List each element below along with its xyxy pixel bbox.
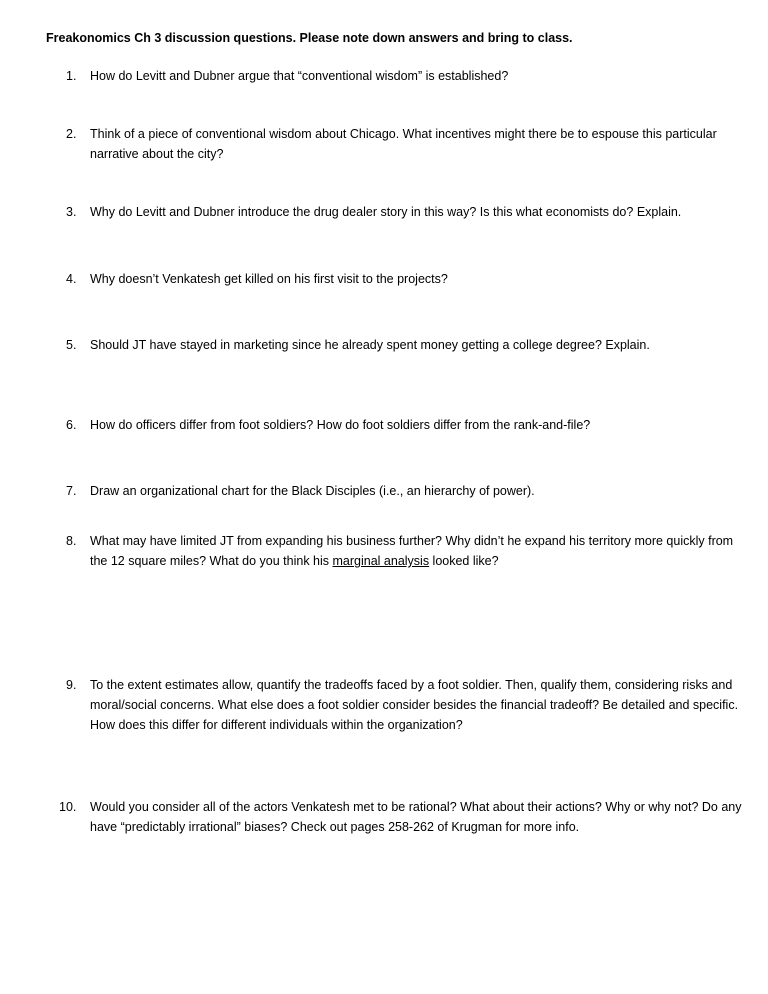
- question-number: 9.: [66, 678, 77, 692]
- question-number: 2.: [66, 127, 77, 141]
- question-text: Draw an organizational chart for the Black Disciples (i.e., an hierarchy of power).: [90, 484, 535, 498]
- question-text: Should JT have stayed in marketing since he already spent money getting a college degree? Explain.: [90, 338, 650, 352]
- question-number: 5.: [66, 338, 77, 352]
- question-number: 1.: [66, 69, 77, 83]
- question-text: To the extent estimates allow, quantify the tradeoffs faced by a foot soldier. Then, qualify them, considering risks and moral/social concerns. What else does a foot soldier consider besides the financial tradeoff? Be detailed and specific. How does this differ for different individuals within the organization?: [90, 678, 739, 732]
- marginal-analysis-underlined: marginal analysis: [332, 554, 430, 568]
- question-7: [66, 481, 746, 501]
- question-4: [66, 269, 746, 289]
- question-text-part: looked like?: [429, 554, 499, 568]
- question-6: [66, 415, 746, 435]
- question-8: [66, 531, 746, 571]
- question-text: How do Levitt and Dubner argue that “conventional wisdom” is established?: [90, 69, 509, 83]
- question-2: [66, 124, 746, 164]
- document-title: Freakonomics Ch 3 discussion questions. Please note down answers and bring to class.: [46, 31, 573, 45]
- question-number: 8.: [66, 534, 77, 548]
- question-text: Think of a piece of conventional wisdom about Chicago. What incentives might there be to espouse this particular narrative about the city?: [90, 127, 717, 161]
- question-text: Why do Levitt and Dubner introduce the drug dealer story in this way? Is this what economists do? Explain.: [90, 205, 682, 219]
- question-number: 6.: [66, 418, 77, 432]
- question-text: Would you consider all of the actors Venkatesh met to be rational? What about their actions? Why or why not? Do any have “predictably irrational” biases? Check out pages 258-262 of Krugman for more info.: [90, 800, 742, 834]
- question-text: How do officers differ from foot soldiers? How do foot soldiers differ from the rank-and-file?: [90, 418, 591, 432]
- question-number: 10.: [59, 800, 77, 814]
- question-number: 3.: [66, 205, 77, 219]
- question-number: 4.: [66, 272, 77, 286]
- question-3: [66, 202, 746, 222]
- question-text: [90, 531, 746, 571]
- question-1: [66, 66, 746, 86]
- question-number: 7.: [66, 484, 77, 498]
- question-5: [66, 335, 746, 355]
- question-9: [66, 675, 746, 735]
- question-10: [59, 797, 746, 837]
- question-text: Why doesn’t Venkatesh get killed on his first visit to the projects?: [90, 272, 448, 286]
- question-text-part: What may have limited JT from expanding his business further? Why didn’t he expand his territory more quickly from the 12 square miles? What do you think his: [90, 534, 734, 568]
